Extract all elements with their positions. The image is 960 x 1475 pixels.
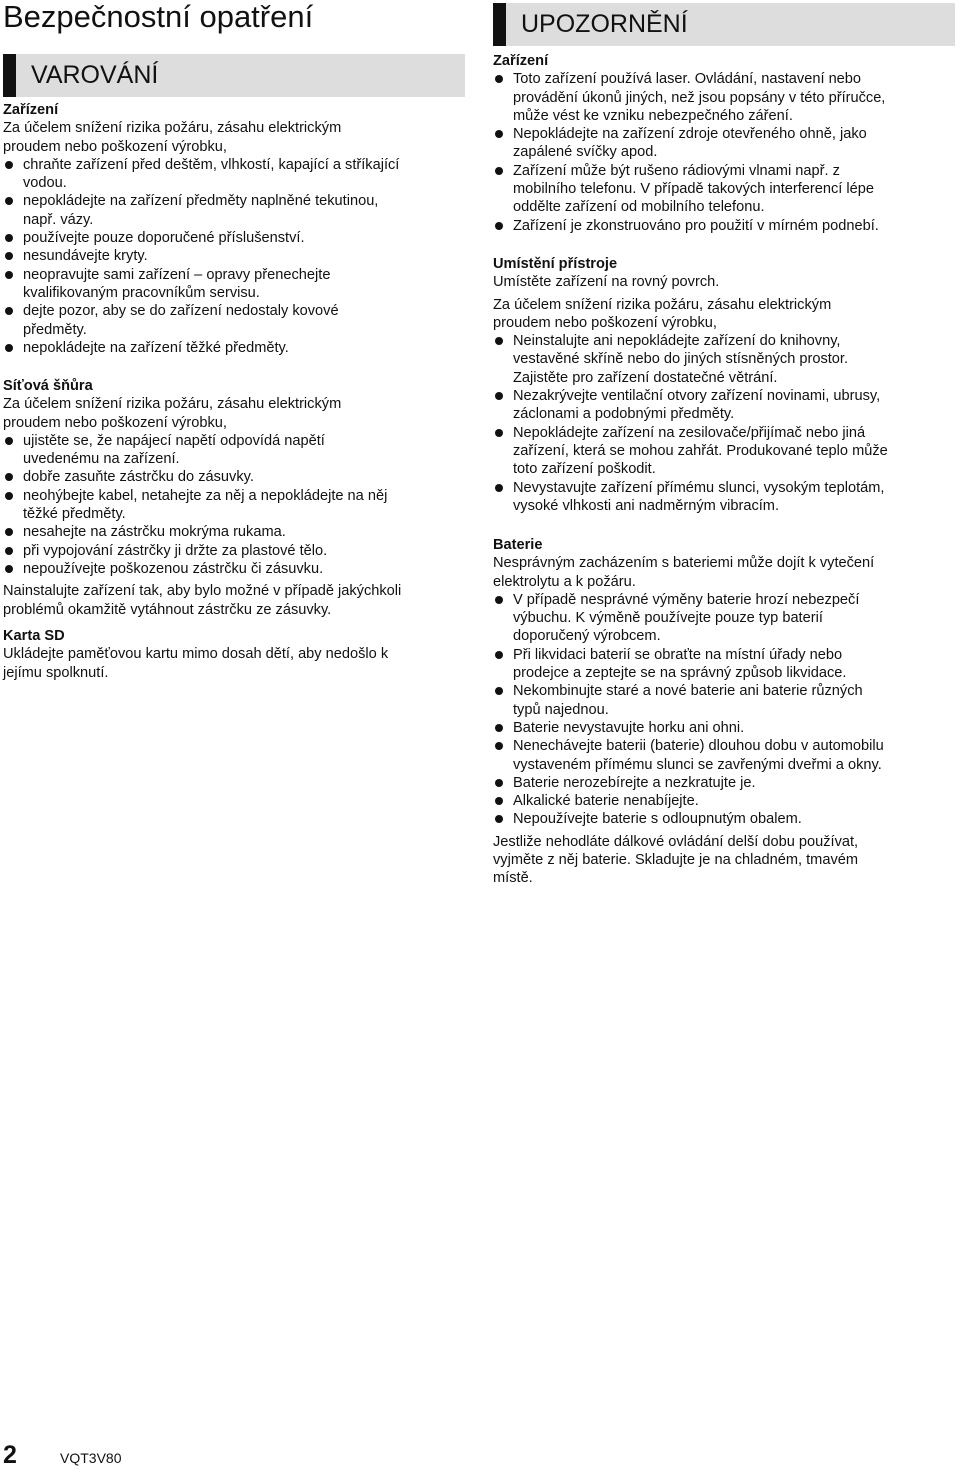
list-item-text: Při likvidaci baterií se obraťte na místní úřady nebo (513, 646, 843, 663)
list-item (493, 217, 955, 235)
bullet-icon (5, 344, 13, 352)
bullet-icon (495, 75, 503, 83)
list-item (3, 247, 465, 265)
list-item-text: výbuchu. K výměně používejte pouze typ baterií (513, 610, 823, 627)
bullet-list (493, 332, 955, 515)
bullet-icon (5, 473, 13, 481)
list-item (493, 737, 955, 774)
list-item-text: dobře zasuňte zástrčku do zásuvky. (23, 469, 254, 486)
bullet-icon (5, 252, 13, 260)
page-number: 2 (3, 1441, 17, 1469)
list-item-text: nepokládejte na zařízení předměty naplněné tekutinou, (23, 193, 379, 210)
list-item (3, 487, 465, 524)
list-item (493, 591, 955, 646)
placement-section (493, 255, 955, 515)
list-item-text: zařízení, která se mohou zahřát. Produkované teplo může (513, 442, 888, 459)
list-item-text: dejte pozor, aby se do zařízení nedostaly kovové (23, 303, 339, 320)
bullet-list (3, 156, 465, 357)
bullet-icon (495, 167, 503, 175)
bullet-list (3, 432, 465, 578)
list-item (3, 468, 465, 486)
bullet-icon (495, 797, 503, 805)
paragraph-line: místě. (493, 870, 533, 887)
list-item-text: Zařízení je zkonstruováno pro použití v mírném podnebí. (513, 217, 879, 234)
page-title: Bezpečnostní opatření (3, 0, 314, 34)
list-item (3, 156, 465, 193)
list-item-text: provádění úkonů jiných, než jsou popsány v této příručce, (513, 89, 886, 106)
list-item-text: nepokládejte na zařízení těžké předměty. (23, 339, 289, 356)
bullet-icon (495, 596, 503, 604)
list-item-text: Neinstalujte ani nepokládejte zařízení do knihovny, (513, 333, 841, 350)
list-item-text: Nepokládejte na zařízení zdroje otevřeného ohně, jako (513, 126, 867, 143)
bullet-icon (495, 222, 503, 230)
list-item (493, 162, 955, 217)
list-item-text: nesahejte na zástrčku mokrýma rukama. (23, 524, 286, 541)
bullet-icon (5, 161, 13, 169)
section-heading: Baterie (493, 537, 543, 553)
list-item-text: nepoužívejte poškozenou zástrčku či zásuvku. (23, 560, 324, 577)
section-heading: Karta SD (3, 628, 65, 644)
bullet-icon (5, 492, 13, 500)
list-item (493, 125, 955, 162)
bullet-icon (495, 392, 503, 400)
list-item (3, 339, 465, 357)
list-item (3, 542, 465, 560)
list-item (3, 560, 465, 578)
list-item-text: vestavěné skříně nebo do jiných stísněných prostor. (513, 351, 849, 368)
bullet-icon (5, 307, 13, 315)
caution-banner-label: UPOZORNĚNÍ (521, 10, 688, 38)
list-item-text: vysoké vlhkosti ani nadměrným vibracím. (513, 497, 780, 514)
device-caution-section (493, 52, 955, 235)
bullet-icon (5, 234, 13, 242)
list-item-text: kvalifikovaným pracovníkům servisu. (23, 284, 260, 301)
list-item-text: ujistěte se, že napájecí napětí odpovídá napětí (23, 432, 325, 449)
bullet-icon (495, 815, 503, 823)
list-item-text: Baterie nevystavujte horku ani ohni. (513, 719, 745, 736)
list-item (493, 682, 955, 719)
bullet-icon (495, 130, 503, 138)
list-item-text: Baterie nerozebírejte a nezkratujte je. (513, 774, 756, 791)
power-cord-section (3, 377, 465, 619)
paragraph-line: Umístěte zařízení na rovný povrch. (493, 274, 720, 291)
bullet-icon (5, 271, 13, 279)
list-item (493, 332, 955, 387)
bullet-list (493, 591, 955, 829)
list-item (493, 792, 955, 810)
list-item-text: může vést ke vzniku nebezpečného záření. (513, 107, 793, 124)
list-item-text: neopravujte sami zařízení – opravy přenechejte (23, 266, 331, 283)
list-item-text: toto zařízení poškodit. (513, 461, 656, 478)
section-heading: Zařízení (3, 102, 59, 118)
list-item-text: Nepokládejte zařízení na zesilovače/přijímač nebo jiná (513, 424, 866, 441)
banner-bar (493, 3, 506, 46)
list-item (3, 229, 465, 247)
bullet-icon (495, 484, 503, 492)
warning-banner (3, 54, 465, 97)
list-item-text: mobilního telefonu. V případě takových interferencí lépe (513, 181, 875, 198)
document-code: VQT3V80 (60, 1450, 122, 1466)
list-item-text: prodejce a zeptejte se na správný způsob likvidace. (513, 665, 847, 682)
list-item-text: Zařízení může být rušeno rádiovými vlnami např. z (513, 162, 840, 179)
section-heading: Zařízení (493, 53, 549, 69)
note-line: Nainstalujte zařízení tak, aby bylo možné v případě jakýchkoli (3, 583, 402, 600)
list-item-text: Toto zařízení používá laser. Ovládání, nastavení nebo (513, 71, 862, 88)
list-item-text: při vypojování zástrčky ji držte za plastové tělo. (23, 542, 328, 559)
list-item-text: nesundávejte kryty. (23, 248, 148, 265)
paragraph-line: jejímu spolknutí. (3, 664, 109, 681)
list-item-text: Alkalické baterie nenabíjejte. (513, 793, 699, 810)
paragraph-line: Jestliže nehodláte dálkové ovládání delší dobu používat, (493, 833, 859, 850)
banner-bar (3, 54, 16, 97)
section-heading: Síťová šňůra (3, 378, 93, 394)
list-item (3, 266, 465, 303)
section-heading: Umístění přístroje (493, 256, 618, 272)
intro-line: Za účelem snížení rizika požáru, zásahu elektrickým (3, 120, 342, 137)
list-item-text: Nenechávejte baterii (baterie) dlouhou dobu v automobilu (513, 738, 884, 755)
list-item-text: Nepoužívejte baterie s odloupnutým obalem. (513, 811, 802, 828)
list-item-text: vystaveném přímému slunci se zavřenými dveřmi a okny. (513, 756, 882, 773)
bullet-icon (495, 429, 503, 437)
intro-line: proudem nebo poškození výrobku, (493, 314, 717, 331)
list-item (3, 432, 465, 469)
bullet-icon (495, 724, 503, 732)
device-warning-section (3, 101, 465, 357)
bullet-icon (5, 197, 13, 205)
bullet-icon (5, 528, 13, 536)
list-item (3, 523, 465, 541)
list-item-text: vodou. (23, 175, 67, 192)
caution-banner (493, 3, 955, 46)
list-item (493, 646, 955, 683)
intro-line: Nesprávným zacházením s bateriemi může dojít k vytečení (493, 555, 875, 572)
intro-line: elektrolytu a k požáru. (493, 573, 636, 590)
note-line: problémů okamžitě vytáhnout zástrčku ze zásuvky. (3, 601, 332, 618)
bullet-icon (5, 437, 13, 445)
bullet-icon (495, 742, 503, 750)
list-item-text: Nekombinujte staré a nové baterie ani baterie různých (513, 683, 863, 700)
sd-card-section (3, 627, 465, 682)
paragraph-line: vyjměte z něj baterie. Skladujte je na chladném, tmavém (493, 852, 859, 869)
intro-line: Za účelem snížení rizika požáru, zásahu elektrickým (493, 296, 832, 313)
list-item-text: Nevystavujte zařízení přímému slunci, vysokým teplotám, (513, 479, 885, 496)
list-item-text: používejte pouze doporučené příslušenství. (23, 230, 305, 247)
list-item (493, 774, 955, 792)
list-item-text: oddělte zařízení od mobilního telefonu. (513, 199, 765, 216)
intro-line: Za účelem snížení rizika požáru, zásahu elektrickým (3, 396, 342, 413)
bullet-icon (5, 565, 13, 573)
bullet-icon (495, 651, 503, 659)
list-item (493, 387, 955, 424)
list-item-text: uvedenému na zařízení. (23, 451, 180, 468)
bullet-icon (495, 337, 503, 345)
list-item-text: V případě nesprávné výměny baterie hrozí nebezpečí (513, 591, 860, 608)
bullet-icon (495, 779, 503, 787)
bullet-icon (5, 547, 13, 555)
list-item (493, 70, 955, 125)
list-item-text: zapálené svíčky apod. (513, 144, 658, 161)
intro-line: proudem nebo poškození výrobku, (3, 138, 227, 155)
list-item-text: Zajistěte pro zařízení dostatečné větrání. (513, 369, 778, 386)
battery-section (493, 536, 955, 888)
warning-banner-label: VAROVÁNÍ (31, 61, 159, 89)
list-item (493, 810, 955, 828)
paragraph-line: Ukládejte paměťovou kartu mimo dosah dětí, aby nedošlo k (3, 646, 389, 663)
intro-line: proudem nebo poškození výrobku, (3, 414, 227, 431)
list-item (3, 192, 465, 229)
list-item-text: těžké předměty. (23, 506, 126, 523)
list-item-text: např. vázy. (23, 211, 94, 228)
list-item (493, 479, 955, 516)
list-item-text: záclonami a podobnými předměty. (513, 406, 735, 423)
list-item-text: typů najednou. (513, 701, 609, 718)
list-item-text: doporučený výrobcem. (513, 628, 661, 645)
list-item-text: předměty. (23, 321, 87, 338)
list-item-text: neohýbejte kabel, netahejte za něj a nepokládejte na něj (23, 487, 388, 504)
list-item (493, 424, 955, 479)
list-item-text: chraňte zařízení před deštěm, vlhkostí, kapající a stříkající (23, 156, 400, 173)
bullet-icon (495, 687, 503, 695)
list-item-text: Nezakrývejte ventilační otvory zařízení novinami, ubrusy, (513, 388, 881, 405)
list-item (493, 719, 955, 737)
bullet-list (493, 70, 955, 235)
list-item (3, 302, 465, 339)
